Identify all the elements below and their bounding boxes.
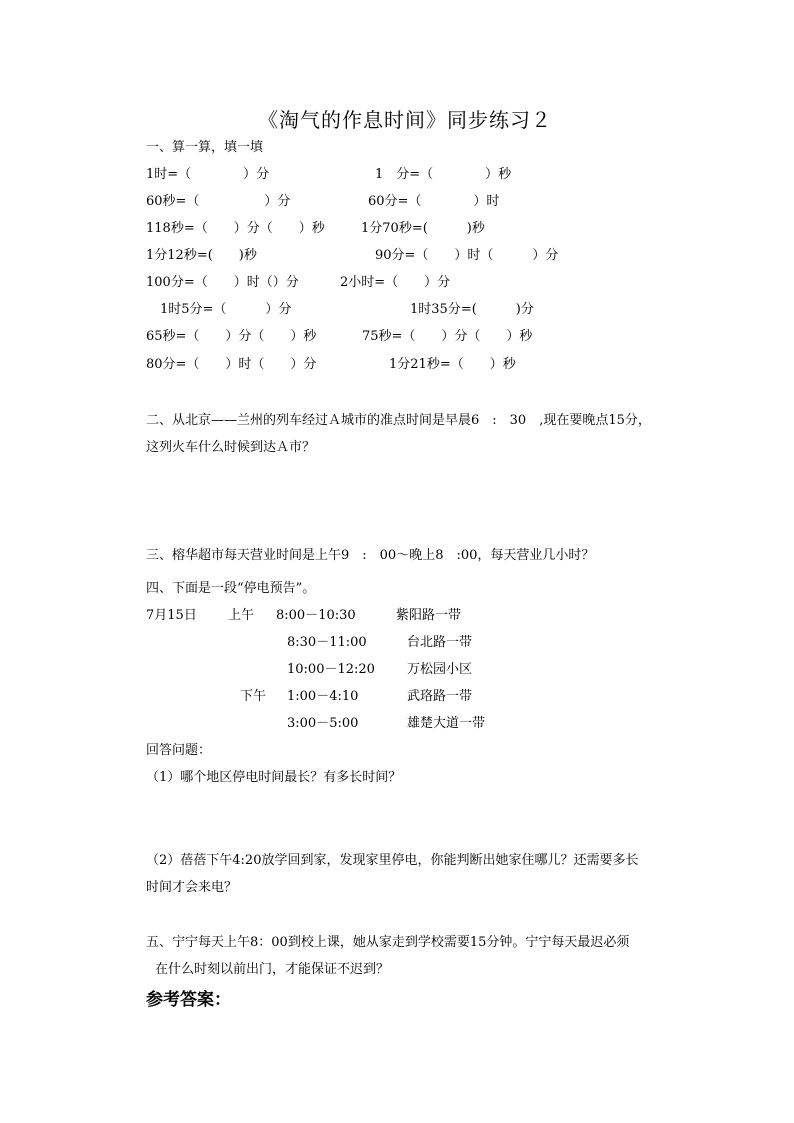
exercise-item: 1分70秒=( )秒: [361, 221, 485, 236]
schedule-area: 紫阳路一带: [396, 608, 462, 623]
answer-prompt: 回答问题：: [146, 743, 212, 758]
answers-heading: 参考答案：: [146, 990, 231, 1010]
schedule-area: 万松园小区: [407, 662, 473, 677]
section2-text: 这列火车什么时候到达Ａ市？: [146, 440, 316, 455]
question-2: （2）蓓蓓下午4:20放学回到家，发现家里停电，你能判断出她家住哪儿？还需要多长: [146, 853, 639, 868]
schedule-am-label: 上午: [228, 608, 255, 623]
question-1: （1）哪个地区停电时间最长？有多长时间？: [146, 770, 402, 785]
exercise-item: 100分=（ ）时（）分: [146, 275, 299, 290]
exercise-item: 65秒=（ ）分（ ）秒: [146, 329, 317, 344]
exercise-item: 1分21秒=（ ）秒: [389, 357, 516, 372]
schedule-area: 武珞路一带: [407, 689, 473, 704]
section3-text: 三、榕华超市每天营业时间是上午9 : 00～晚上8 :00，每天营业几小时？: [146, 548, 595, 563]
schedule-time: 10:00－12:20: [287, 662, 375, 677]
schedule-time: 8:00－10:30: [276, 608, 356, 623]
exercise-item: 1分12秒=( )秒: [146, 248, 257, 263]
exercise-item: 80分=（ ）时（ ）分: [146, 357, 317, 372]
page-title: 《淘气的作息时间》同步练习２: [258, 108, 552, 132]
section1-heading: 一、算一算，填一填: [146, 140, 264, 155]
schedule-time: 8:30－11:00: [287, 635, 367, 650]
section2-text: 二、从北京——兰州的列车经过Ａ城市的准点时间是早晨6 : 30 ,现在要晚点15分，: [146, 413, 651, 428]
schedule-time: 3:00－5:00: [287, 716, 359, 731]
schedule-area: 雄楚大道一带: [407, 716, 486, 731]
schedule-date: 7月15日: [146, 608, 197, 623]
schedule-pm-label: 下午: [240, 689, 267, 704]
exercise-item: 2小时=（ ）分: [340, 275, 451, 290]
section5-text: 在什么时刻以前出门，才能保证不迟到？: [155, 962, 390, 977]
question-2-continued: 时间才会来电？: [146, 880, 238, 895]
schedule-area: 台北路一带: [407, 635, 473, 650]
exercise-item: 60秒=（ ）分: [146, 194, 291, 209]
exercise-item: 1时=（ ）分: [146, 167, 270, 182]
schedule-time: 1:00－4:10: [287, 689, 359, 704]
exercise-item: 118秒=（ ）分（ ）秒: [146, 221, 325, 236]
section4-heading: 四、下面是一段“停电预告”。: [146, 581, 316, 596]
exercise-item: 75秒=（ ）分（ ）秒: [362, 329, 533, 344]
exercise-item: 1时35分=( )分: [410, 302, 534, 317]
exercise-item: 60分=（ ）时: [368, 194, 500, 209]
section5-text: 五、宁宁每天上午8：00到校上课，她从家走到学校需要15分钟。宁宁每天最迟必须: [146, 935, 630, 950]
exercise-item: 1 分=（ ）秒: [375, 167, 512, 182]
exercise-item: 1时5分=（ ）分: [160, 302, 292, 317]
exercise-item: 90分=（ ）时（ ）分: [375, 248, 559, 263]
